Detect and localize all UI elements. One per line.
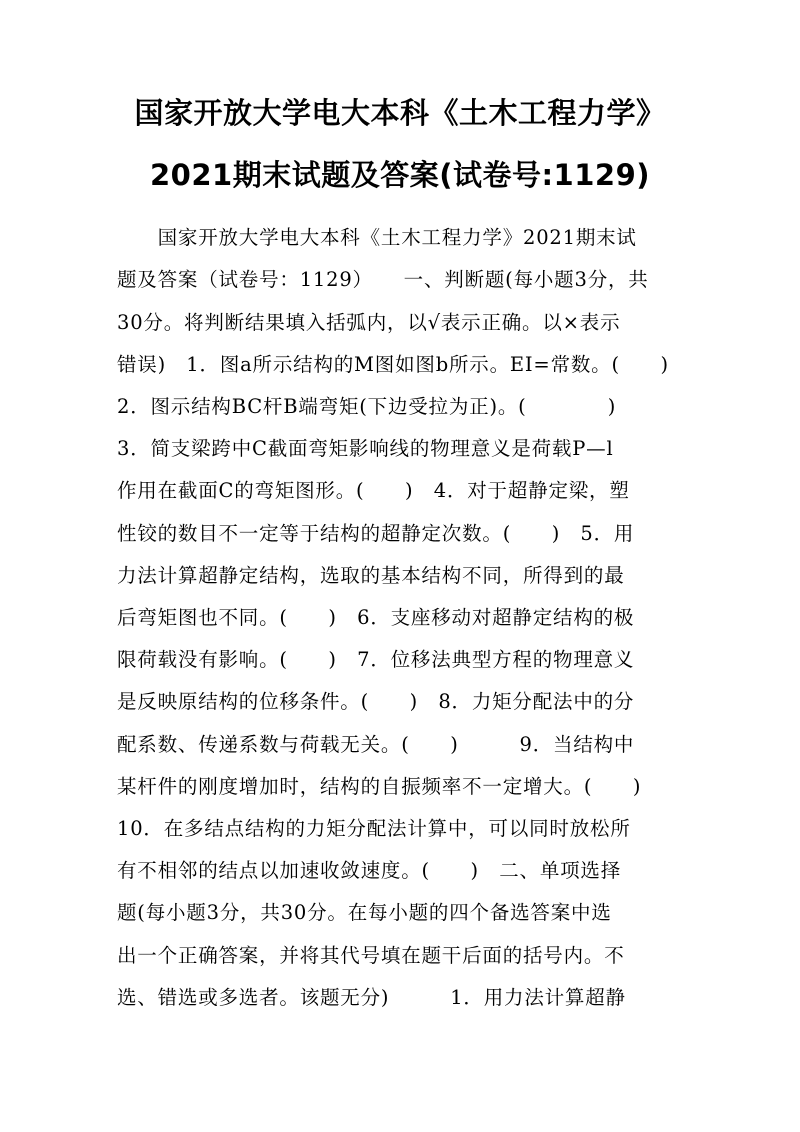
body-line: 题(每小题3分，共30分。在每小题的四个备选答案中选 xyxy=(117,901,612,924)
body-line: 限荷载没有影响。( ) 7．位移法典型方程的物理意义 xyxy=(117,648,635,671)
body-line: 有不相邻的结点以加速收敛速度。( ) 二、单项选择 xyxy=(117,859,622,882)
body-line: 2．图示结构BC杆B端弯矩(下边受拉为正)。( ) xyxy=(117,395,617,418)
body-line: 后弯矩图也不同。( ) 6．支座移动对超静定结构的极 xyxy=(117,606,635,629)
document-title-line-2: 2021期末试题及答案(试卷号:1129) xyxy=(149,158,651,192)
document-title-line-1: 国家开放大学电大本科《土木工程力学》 xyxy=(134,96,666,130)
body-line: 性铰的数目不一定等于结构的超静定次数。( ) 5．用 xyxy=(117,522,635,545)
body-line: 国家开放大学电大本科《土木工程力学》2021期末试 xyxy=(117,226,637,249)
body-line: 出一个正确答案，并将其代号填在题干后面的括号内。不 xyxy=(117,944,625,967)
body-line: 题及答案（试卷号：1129） 一、判断题(每小题3分，共 xyxy=(117,268,649,291)
body-line: 作用在截面C的弯矩图形。( ) 4．对于超静定梁，塑 xyxy=(117,479,630,502)
body-line: 力法计算超静定结构，选取的基本结构不同，所得到的最 xyxy=(117,564,625,587)
body-line: 3．简支梁跨中C截面弯矩影响线的物理意义是荷载P—l xyxy=(117,437,614,460)
body-line: 10．在多结点结构的力矩分配法计算中，可以同时放松所 xyxy=(117,817,631,840)
body-line: 是反映原结构的位移条件。( ) 8．力矩分配法中的分 xyxy=(117,690,635,713)
body-line: 配系数、传递系数与荷载无关。( ) 9．当结构中 xyxy=(117,733,635,756)
body-line: 选、错选或多选者。该题无分) 1．用力法计算超静 xyxy=(117,986,626,1009)
body-line: 错误) 1．图a所示结构的M图如图b所示。EI=常数。( ) xyxy=(117,353,669,376)
body-line: 某杆件的刚度增加时，结构的自振频率不一定增大。( ) xyxy=(117,775,642,798)
body-line: 30分。将判断结果填入括弧内，以√表示正确。以×表示 xyxy=(117,311,621,334)
